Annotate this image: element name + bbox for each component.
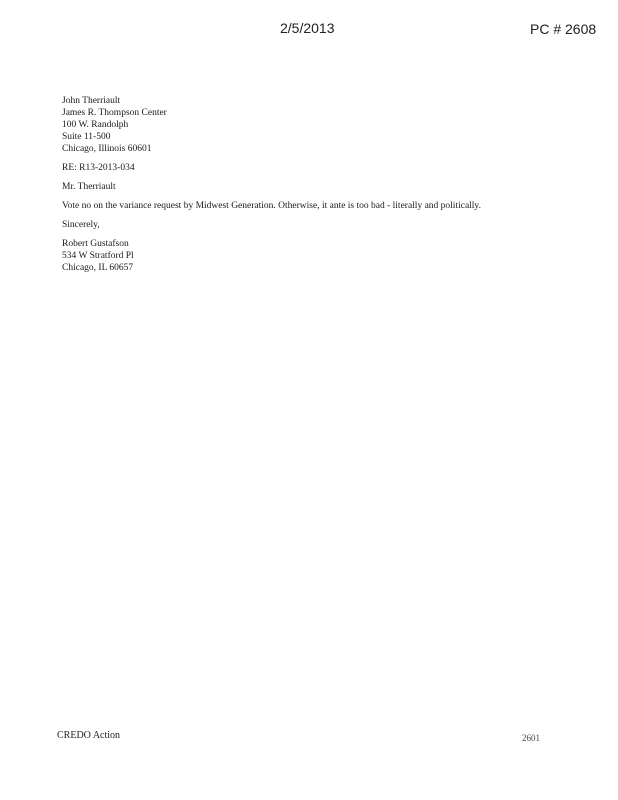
footer-page-number: 2601 [522,733,540,743]
recipient-name: John Therriault [62,96,121,106]
header-date: 2/5/2013 [280,20,335,36]
recipient-street: 100 W. Randolph [62,120,129,130]
sender-city: Chicago, IL 60657 [62,263,134,273]
letter-paragraph: Vote no on the variance request by Midwest Generation. Otherwise, it ante is too bad - literally and politically. [62,201,481,211]
recipient-address [62,95,582,155]
salutation: Mr. Therriault [62,182,116,192]
sender-name: Robert Gustafson [62,239,129,249]
letter-body [62,95,582,274]
closing: Sincerely, [62,220,100,230]
recipient-city: Chicago, Illinois 60601 [62,144,152,154]
recipient-suite: Suite 11-500 [62,132,111,142]
reference-line: RE: R13-2013-034 [62,163,135,173]
public-comment-number: PC # 2608 [530,21,597,37]
sender-signature [62,238,582,274]
recipient-building: James R. Thompson Center [62,108,167,118]
sender-street: 534 W Stratford Pl [62,251,134,261]
footer-organization: CREDO Action [57,730,121,741]
